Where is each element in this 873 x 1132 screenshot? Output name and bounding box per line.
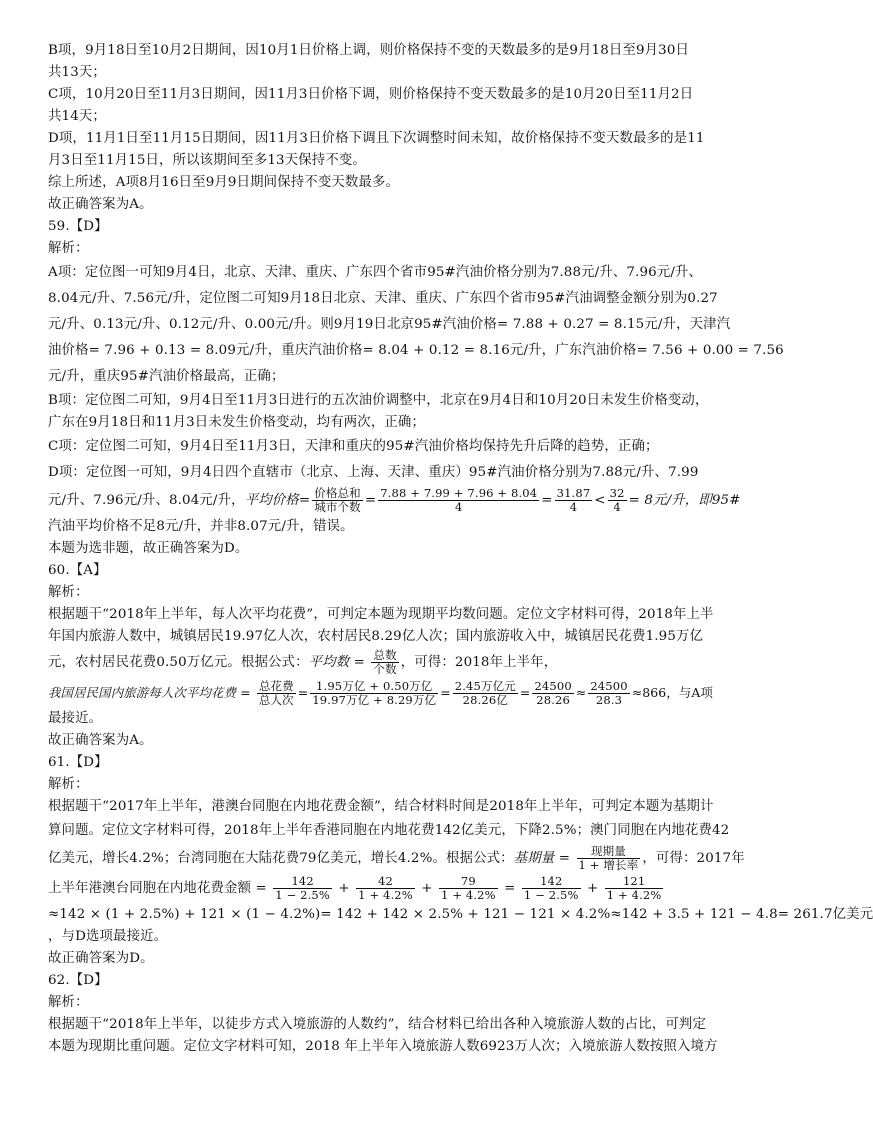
fraction: $\frac{24500}{28.26}$ bbox=[534, 679, 572, 707]
text-line: 元/升、0.13元/升、0.12元/升、0.00元/升。则9月19日北京95#汽油价格= 7.88 + 0.27 = 8.15元/升，天津汽 bbox=[48, 317, 731, 332]
text-line: 油价格= 7.96 + 0.13 = 8.09元/升，重庆汽油价格= 8.04 + 0.12 = 8.16元/升，广东汽油价格= 7.56 + 0.00 = 7.56 bbox=[48, 343, 784, 358]
question-number: 61.【D】 bbox=[48, 755, 108, 770]
text-line: A项：定位图一可知9月4日，北京、天津、重庆、广东四个省市95#汽油价格分别为7.88元/升、7.96元/升、 bbox=[48, 265, 703, 280]
text-line: 共13天； bbox=[48, 65, 106, 80]
text-line: C项：定位图二可知，9月4日至11月3日，天津和重庆的95#汽油价格均保持先升后降的趋势，正确； bbox=[48, 439, 659, 454]
text-line: 根据题干“2017年上半年，港澳台同胞在内地花费金额”，结合材料时间是2018年上半年，可判定本题为基期计 bbox=[48, 799, 714, 814]
text-line: C项，10月20日至11月3日期间，因11月3日价格下调，则价格保持不变天数最多的是10月20日至11月2日 bbox=[48, 87, 694, 102]
analysis-heading: 解析： bbox=[48, 777, 89, 792]
text-line: 最接近。 bbox=[48, 711, 103, 726]
text-line: 根据题干“2018年上半年，每人次平均花费”，可判定本题为现期平均数问题。定位文字材料可得，2018年上半 bbox=[48, 607, 714, 622]
fraction: $\frac{\text{价格总和}}{\text{城市个数}}$ bbox=[314, 486, 361, 514]
text-line: 故正确答案为A。 bbox=[48, 733, 153, 748]
formula-line: 上半年港澳台同胞在内地花费金额 = $\frac{142}{1 - 2.5\%}$ + $\frac{42}{1 + 4.2\%}$ + $\frac{79}{1 + 4.2\%}$ = $\frac{142}{1 - 2.5\%}$ + $\frac{121}{1 + 4.2\%}$ bbox=[48, 874, 662, 902]
analysis-heading: 解析： bbox=[48, 995, 89, 1010]
text-line: 共14天； bbox=[48, 109, 106, 124]
text-line: 广东在9月18日和11月3日未发生价格变动，均有两次，正确； bbox=[48, 415, 425, 430]
fraction: $\frac{\text{2.45万亿元}}{\text{28.26亿}}$ bbox=[454, 679, 516, 707]
text-line: 综上所述，A项8月16日至9月9日期间保持不变天数最多。 bbox=[48, 175, 400, 190]
fraction: $\frac{\text{总花费}}{\text{总人次}}$ bbox=[258, 679, 294, 707]
fraction: $\frac{79}{1 + 4.2\%}$ bbox=[441, 874, 496, 902]
fraction: $\frac{32}{4}$ bbox=[609, 486, 625, 514]
fraction: $\frac{\text{现期量}}{\text{1 + 增长率}}$ bbox=[578, 844, 639, 872]
fraction: $\frac{121}{1 + 4.2\%}$ bbox=[606, 874, 662, 902]
document-page bbox=[48, 40, 873, 1058]
analysis-heading: 解析： bbox=[48, 585, 89, 600]
fraction: $\frac{24500}{28.3}$ bbox=[590, 679, 628, 707]
text-line: 算问题。定位文字材料可得，2018年上半年香港同胞在内地花费142亿美元，下降2.5%；澳门同胞在内地花费42 bbox=[48, 823, 730, 838]
fraction: $\frac{\text{总数}}{\text{个数}}$ bbox=[373, 648, 397, 676]
formula-line: 我国居民国内旅游每人次平均花费 = $\frac{\text{总花费}}{\text{总人次}}$ = $\frac{\text{1.95万亿 + 0.50万亿}}{\text{19.97万亿 + 8.29万亿}}$ = $\frac{\text{2.45万亿元}}{\text{28.26亿}}$ = $\frac{24500}{28.26}$ ≈ $\frac{24500}{28.3}$ ≈866，与A项 bbox=[48, 679, 714, 707]
text-line: 汽油平均价格不足8元/升，并非8.07元/升，错误。 bbox=[48, 519, 354, 534]
text-line: 8.04元/升、7.56元/升，定位图二可知9月18日北京、天津、重庆、广东四个省市95#汽油调整金额分别为0.27 bbox=[48, 291, 718, 306]
text-line: 年国内旅游人数中，城镇居民19.97亿人次，农村居民8.29亿人次；国内旅游收入中，城镇居民花费1.95万亿 bbox=[48, 629, 704, 644]
text-line: B项：定位图二可知，9月4日至11月3日进行的五次油价调整中，北京在9月4日和10月20日未发生价格变动， bbox=[48, 393, 709, 408]
text-line: 月3日至11月15日，所以该期间至多13天保持不变。 bbox=[48, 153, 366, 168]
fraction: $\frac{142}{1 - 2.5\%}$ bbox=[523, 874, 579, 902]
question-number: 62.【D】 bbox=[48, 973, 108, 988]
text-line: 本题为选非题，故正确答案为D。 bbox=[48, 541, 249, 556]
question-number: 59.【D】 bbox=[48, 219, 108, 234]
formula-line: 元，农村居民花费0.50万亿元。根据公式：平均数 = $\frac{\text{总数}}{\text{个数}}$ ，可得：2018年上半年， bbox=[48, 648, 558, 676]
text-line: D项：定位图一可知，9月4日四个直辖市（北京、上海、天津、重庆）95#汽油价格分别为7.88元/升、7.99 bbox=[48, 465, 699, 480]
fraction: $\frac{142}{1 - 2.5\%}$ bbox=[275, 874, 330, 902]
text-line: 故正确答案为A。 bbox=[48, 197, 153, 212]
text-line: 本题为现期比重问题。定位文字材料可知，2018 年上半年入境旅游人数6923万人次；入境旅游人数按照入境方 bbox=[48, 1039, 718, 1054]
text-line: B项，9月18日至10月2日期间，因10月1日价格上调，则价格保持不变的天数最多的是9月18日至9月30日 bbox=[48, 43, 690, 58]
fraction: $\frac{7.88 + 7.99 + 7.96 + 8.04}{4}$ bbox=[380, 486, 538, 514]
formula-line: ≈142 × (1 + 2.5%) + 121 × (1 − 4.2%)= 142 + 142 × 2.5% + 121 − 121 × 4.2%≈142 + 3.5 + 121 − 4.8= 261.7亿美元 bbox=[48, 907, 873, 922]
fraction: $\frac{42}{1 + 4.2\%}$ bbox=[358, 874, 413, 902]
formula-line: 亿美元，增长4.2%；台湾同胞在大陆花费79亿美元，增长4.2%。根据公式：基期量 = $\frac{\text{现期量}}{\text{1 + 增长率}}$ ，可得：2017年 bbox=[48, 844, 745, 872]
text-line: 元/升，重庆95#汽油价格最高，正确； bbox=[48, 369, 285, 384]
text-line: 故正确答案为D。 bbox=[48, 951, 154, 966]
text-line: ，与D选项最接近。 bbox=[48, 929, 168, 944]
analysis-heading: 解析： bbox=[48, 241, 89, 256]
fraction: $\frac{\text{1.95万亿 + 0.50万亿}}{\text{19.97万亿 + 8.29万亿}}$ bbox=[312, 679, 437, 707]
text-line: D项，11月1日至11月15日期间，因11月3日价格下调且下次调整时间未知，故价格保持不变天数最多的是11 bbox=[48, 131, 705, 146]
question-number: 60.【A】 bbox=[48, 563, 107, 578]
formula-line: 元/升、7.96元/升、8.04元/升，平均价格= $\frac{\text{价格总和}}{\text{城市个数}}$ = $\frac{7.88 + 7.99 + 7.96 + 8.04}{4}$ = $\frac{31.87}{4}$ < $\frac{32}{4}$ = 8元/升，即95# bbox=[48, 486, 741, 514]
fraction: $\frac{31.87}{4}$ bbox=[556, 486, 591, 514]
text-line: 根据题干“2018年上半年，以徒步方式入境旅游的人数约”，结合材料已给出各种入境旅游人数的占比，可判定 bbox=[48, 1017, 706, 1032]
